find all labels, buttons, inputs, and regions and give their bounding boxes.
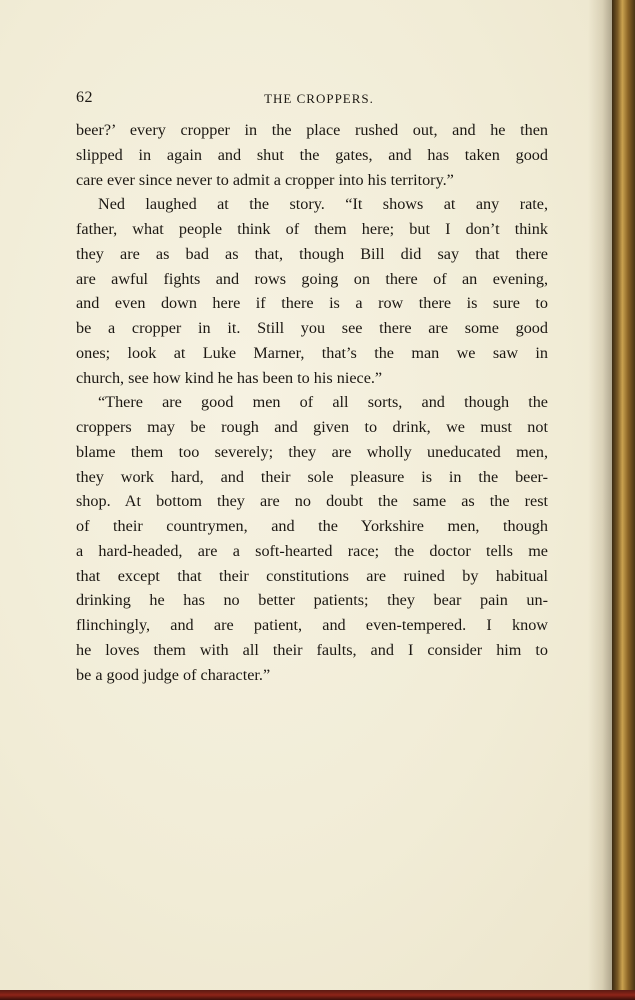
text-line: flinchingly, and are patient, and even-tempered. I know xyxy=(76,616,548,634)
text-line: and even down here if there is a row there is sure to xyxy=(76,294,548,313)
text-line: that except that their constitutions are ruined by habitual xyxy=(76,566,548,585)
text-line: care ever since never to admit a cropper into his territory.” xyxy=(76,170,454,189)
body-text xyxy=(76,118,548,687)
text-line: he loves them with all their faults, and I consider him to xyxy=(76,640,548,659)
text-line: be a cropper in it. Still you see there are some good xyxy=(76,319,548,337)
text-line: of their countrymen, and the Yorkshire men, though xyxy=(76,517,548,535)
book-bottom-edge xyxy=(0,990,635,1000)
text-line: Ned laughed at the story. “It shows at any rate, xyxy=(98,195,548,214)
text-line: slipped in again and shut the gates, and has taken good xyxy=(76,145,548,164)
text-line: blame them too severely; they are wholly uneducated men, xyxy=(76,442,548,461)
text-line: they are as bad as that, though Bill did say that there xyxy=(76,244,548,263)
text-line: father, what people think of them here; but I don’t think xyxy=(76,220,548,238)
text-line: they work hard, and their sole pleasure is in the beer- xyxy=(76,467,548,486)
text-line: a hard-headed, are a soft-hearted race; the doctor tells me xyxy=(76,541,548,560)
text-line: shop. At bottom they are no doubt the same as the rest xyxy=(76,492,548,511)
text-line: beer?’ every cropper in the place rushed out, and he then xyxy=(76,121,548,139)
text-line: church, see how kind he has been to his niece.” xyxy=(76,368,383,387)
running-head-title: THE CROPPERS. xyxy=(264,91,374,106)
text-line: are awful fights and rows going on there of an evening, xyxy=(76,269,548,288)
text-line: croppers may be rough and given to drink, we must not xyxy=(76,418,548,436)
spine-shadow xyxy=(588,0,612,990)
running-head xyxy=(76,89,548,111)
text-line: ones; look at Luke Marner, that’s the man we saw in xyxy=(76,343,548,362)
text-line: “There are good men of all sorts, and though the xyxy=(98,393,548,412)
text-line: drinking he has no better patients; they bear pain un- xyxy=(76,591,548,610)
text-line: be a good judge of character.” xyxy=(76,665,271,684)
page-number: 62 xyxy=(76,89,93,106)
book-cover-edge xyxy=(612,0,635,1000)
